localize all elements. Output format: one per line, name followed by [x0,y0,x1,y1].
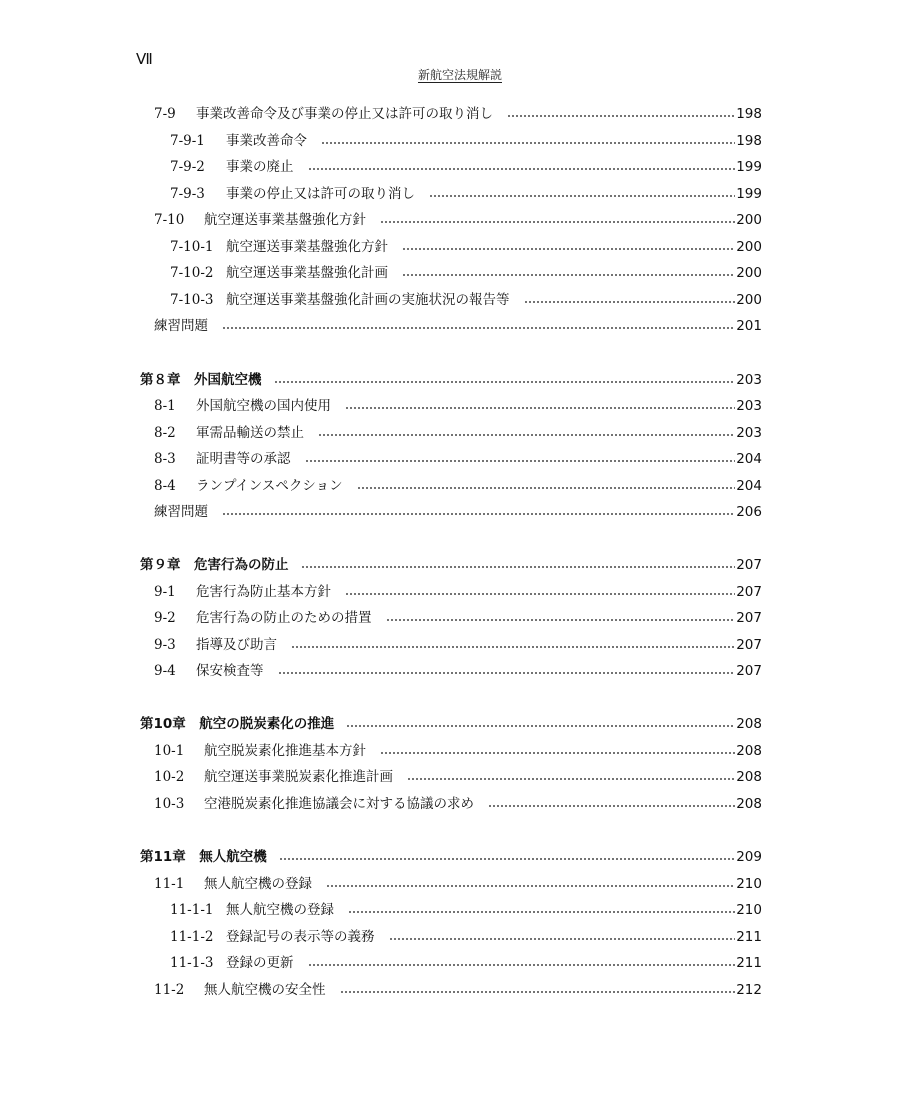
toc-entry-10-2[interactable] [154,767,762,787]
page-ref: 204 [736,478,762,494]
section-number: 9-3 [154,637,176,653]
section-number: 7-9-3 [170,186,205,202]
section-title: 無人航空機の登録 [204,876,312,892]
section-title: 事業の廃止 [226,159,294,175]
dot-leader [386,619,736,621]
section-title: 軍需品輸送の禁止 [196,425,304,441]
dot-leader [357,487,736,489]
dot-leader [308,964,736,966]
section-title: 無人航空機の安全性 [204,982,326,998]
page-ref: 208 [736,716,762,732]
section-number: 10-3 [154,796,185,812]
section-number: 11-1-3 [170,955,214,971]
dot-leader [402,274,735,276]
page-ref: 198 [736,133,762,149]
toc-entry-8-3[interactable] [154,449,762,469]
section-number: 7-10 [154,212,185,228]
toc-entry-exercises-7[interactable] [154,316,762,336]
page-ref: 203 [736,372,762,388]
page-ref: 210 [736,902,762,918]
toc-entry-7-10[interactable] [154,210,762,230]
page-ref: 203 [736,425,762,441]
dot-leader [389,938,736,940]
page-ref: 201 [736,318,762,334]
page-ref: 207 [736,584,762,600]
section-title: 外国航空機の国内使用 [196,398,331,414]
running-title: 新航空法規解説 [417,68,502,82]
section-title: 航空運送事業基盤強化計画 [226,265,388,281]
section-number: 9-4 [154,663,176,679]
section-title: 航空運送事業基盤強化計画の実施状況の報告等 [226,292,510,308]
section-number: 11-1-2 [170,929,214,945]
toc-entry-7-10-1[interactable] [170,237,762,257]
dot-leader [222,513,735,515]
chapter-title: 第９章 危害行為の防止 [140,557,289,573]
toc-entry-7-9-3[interactable] [170,184,762,204]
dot-leader [348,911,735,913]
chapter-title: 第11章 無人航空機 [140,849,267,865]
page-ref: 200 [736,239,762,255]
section-number: 7-9-2 [170,159,205,175]
toc-entry-8-2[interactable] [154,423,762,443]
toc-entry-9-4[interactable] [154,661,762,681]
page-ref: 200 [736,212,762,228]
toc-entry-7-10-3[interactable] [170,290,762,310]
toc-entry-7-10-2[interactable] [170,263,762,283]
page-ref: 212 [736,982,762,998]
section-number: 7-9-1 [170,133,205,149]
dot-leader [488,805,735,807]
section-number: 9-1 [154,584,176,600]
section-title: 練習問題 [154,318,208,334]
page-ref: 206 [736,504,762,520]
toc-entry-7-9-1[interactable] [170,131,762,151]
page-ref: 211 [736,929,762,945]
section-title: 登録記号の表示等の義務 [226,929,375,945]
section-number: 8-3 [154,451,176,467]
section-number: 10-1 [154,743,185,759]
toc-entry-7-9[interactable] [154,104,762,124]
dot-leader [346,725,735,727]
section-title: 事業改善命令 [226,133,307,149]
dot-leader [402,248,735,250]
page-ref: 203 [736,398,762,414]
section-title: 証明書等の承認 [196,451,291,467]
dot-leader [278,672,736,674]
toc-chapter-9[interactable] [140,555,762,575]
dot-leader [305,460,736,462]
section-number: 7-10-2 [170,265,214,281]
toc-entry-9-3[interactable] [154,635,762,655]
section-number: 11-1 [154,876,185,892]
dot-leader [274,381,736,383]
page-ref: 209 [736,849,762,865]
section-title: 事業の停止又は許可の取り消し [226,186,415,202]
section-number: 8-1 [154,398,176,414]
dot-leader [380,752,735,754]
section-number: 9-2 [154,610,176,626]
toc-entry-exercises-8[interactable] [154,502,762,522]
section-title: 危害行為防止基本方針 [196,584,331,600]
dot-leader [407,778,735,780]
page-ref: 211 [736,955,762,971]
page-ref: 200 [736,292,762,308]
section-number: 8-4 [154,478,176,494]
page-ref: 207 [736,663,762,679]
section-title: 保安検査等 [196,663,264,679]
dot-leader [380,221,735,223]
section-title: ランプインスペクション [196,478,343,494]
section-number: 11-2 [154,982,185,998]
page-ref: 207 [736,637,762,653]
page-ref: 200 [736,265,762,281]
toc-entry-8-4[interactable] [154,476,762,496]
chapter-title: 第10章 航空の脱炭素化の推進 [140,716,335,732]
section-title: 危害行為の防止のための措置 [196,610,372,626]
dot-leader [321,142,735,144]
chapter-title: 第８章 外国航空機 [140,372,262,388]
section-title: 登録の更新 [226,955,294,971]
section-number: 7-9 [154,106,176,122]
dot-leader [326,885,735,887]
toc-chapter-8[interactable] [140,370,762,390]
dot-leader [524,301,736,303]
section-title: 指導及び助言 [196,637,277,653]
section-title: 航空運送事業基盤強化方針 [226,239,388,255]
toc-entry-11-1-2[interactable] [170,927,762,947]
toc-entry-11-1-1[interactable] [170,900,762,920]
toc-entry-10-3[interactable] [154,794,762,814]
page-ref: 207 [736,557,762,573]
page-number: Ⅶ [136,50,153,68]
toc-entry-8-1[interactable] [154,396,762,416]
section-number: 7-10-3 [170,292,214,308]
section-title: 練習問題 [154,504,208,520]
dot-leader [345,407,735,409]
page-ref: 208 [736,796,762,812]
dot-leader [301,566,736,568]
toc-entry-11-1-3[interactable] [170,953,762,973]
section-number: 8-2 [154,425,176,441]
section-number: 7-10-1 [170,239,214,255]
dot-leader [291,646,735,648]
dot-leader [308,168,736,170]
page-ref: 199 [736,159,762,175]
section-title: 航空脱炭素化推進基本方針 [204,743,366,759]
page-ref: 208 [736,769,762,785]
section-title: 無人航空機の登録 [226,902,334,918]
page-ref: 208 [736,743,762,759]
toc-entry-9-2[interactable] [154,608,762,628]
toc-chapter-10[interactable] [140,714,762,734]
toc-entry-11-1[interactable] [154,874,762,894]
page-ref: 204 [736,451,762,467]
dot-leader [279,858,735,860]
toc-chapter-11[interactable] [140,847,762,867]
section-title: 空港脱炭素化推進協議会に対する協議の求め [204,796,474,812]
section-title: 航空運送事業基盤強化方針 [204,212,366,228]
dot-leader [345,593,735,595]
page-ref: 207 [736,610,762,626]
page-ref: 198 [736,106,762,122]
dot-leader [429,195,735,197]
section-title: 航空運送事業脱炭素化推進計画 [204,769,393,785]
dot-leader [222,327,735,329]
page-ref: 199 [736,186,762,202]
toc-entry-10-1[interactable] [154,741,762,761]
dot-leader [507,115,735,117]
toc-entry-7-9-2[interactable] [170,157,762,177]
page-ref: 210 [736,876,762,892]
toc-entry-11-2[interactable] [154,980,762,1000]
section-number: 11-1-1 [170,902,214,918]
section-number: 10-2 [154,769,185,785]
dot-leader [340,991,736,993]
section-title: 事業改善命令及び事業の停止又は許可の取り消し [196,106,493,122]
toc-entry-9-1[interactable] [154,582,762,602]
dot-leader [318,434,735,436]
